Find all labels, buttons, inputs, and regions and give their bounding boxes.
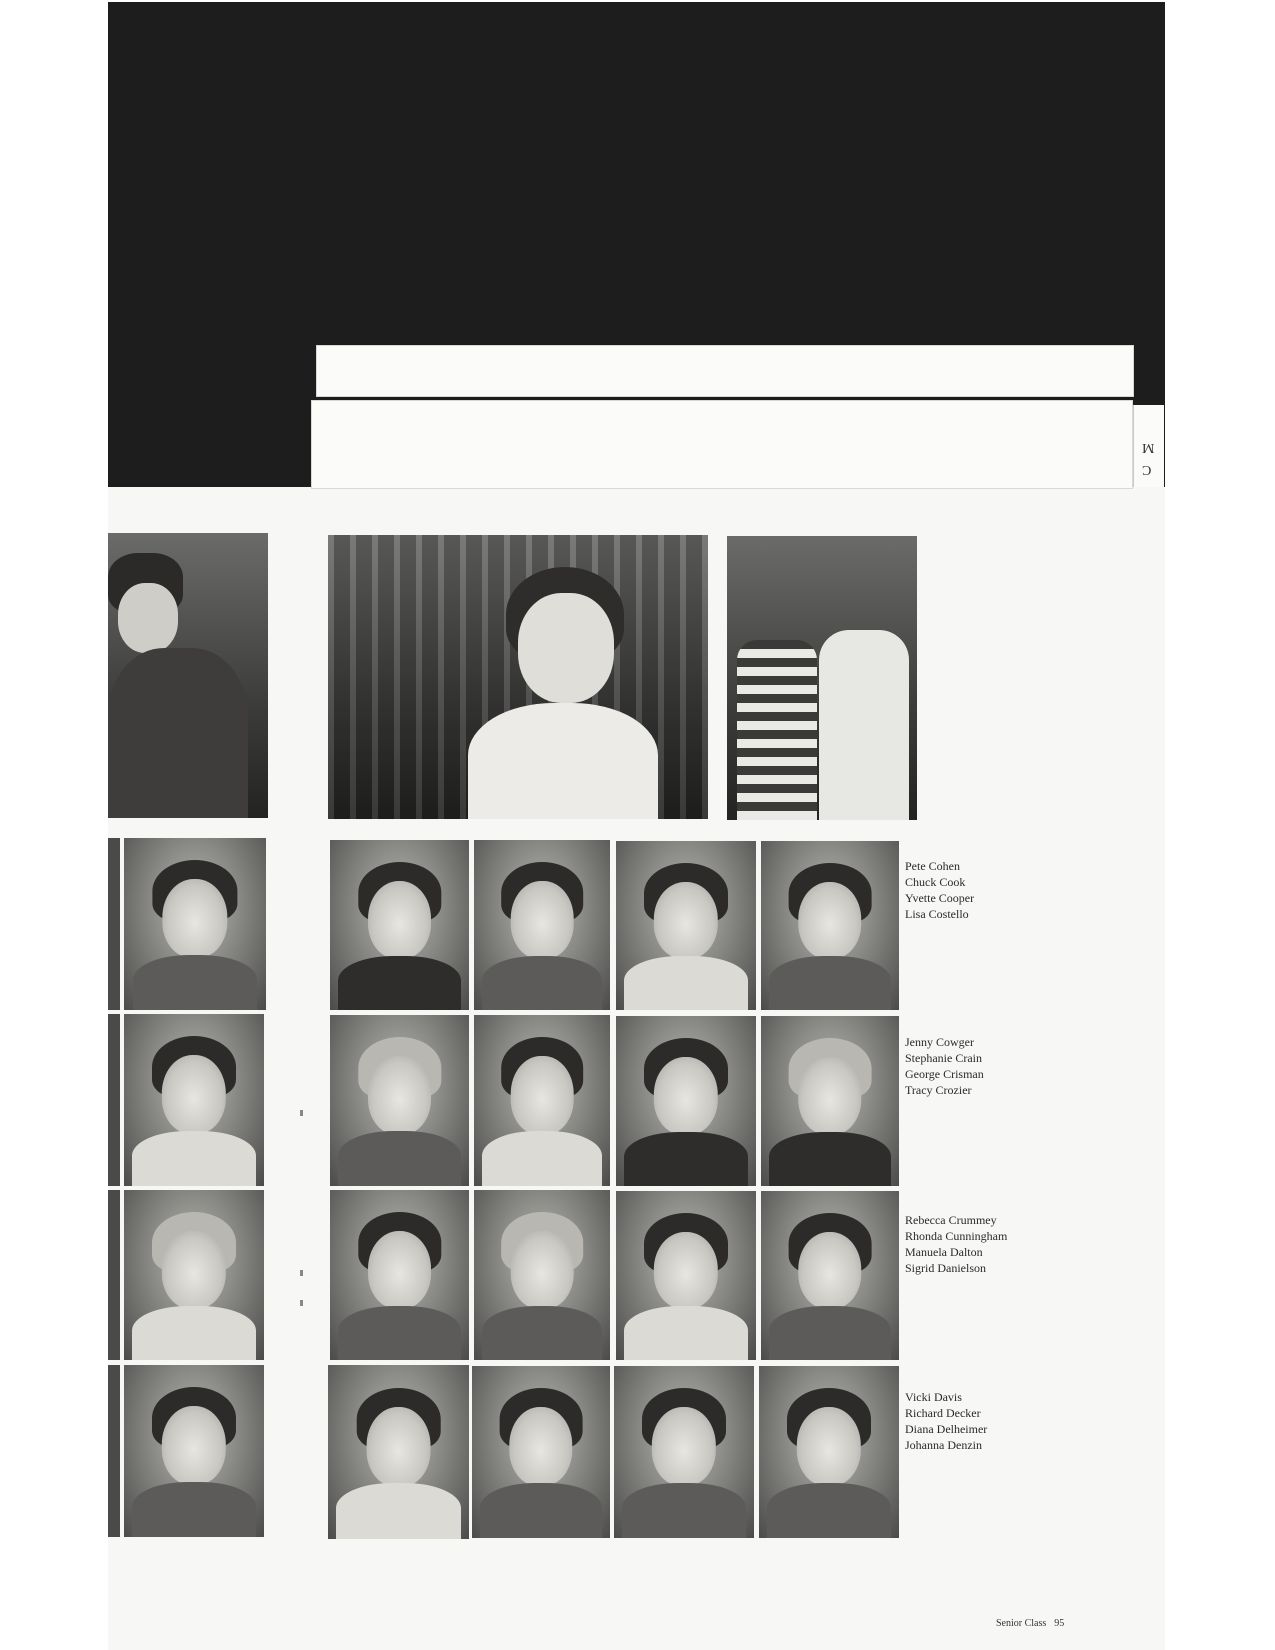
name-list bbox=[905, 1212, 1085, 1276]
student-name: George Crisman bbox=[905, 1067, 984, 1081]
candid-photo-student bbox=[108, 533, 268, 818]
portrait-photo bbox=[124, 1014, 264, 1186]
portrait-photo bbox=[124, 1365, 264, 1537]
portrait-photo bbox=[761, 1016, 899, 1186]
portrait-photo bbox=[761, 1191, 899, 1360]
tab-letter: C bbox=[1142, 462, 1152, 477]
page-footer bbox=[996, 1618, 1072, 1629]
portrait-photo bbox=[330, 1015, 469, 1186]
gutter-speck bbox=[300, 1110, 303, 1116]
portrait-photo bbox=[124, 838, 266, 1010]
portrait-photo bbox=[474, 1190, 610, 1360]
portrait-edge bbox=[108, 1365, 120, 1537]
student-name: Rhonda Cunningham bbox=[905, 1229, 1008, 1243]
student-name: Sigrid Danielson bbox=[905, 1261, 986, 1275]
student-name: Yvette Cooper bbox=[905, 891, 975, 905]
name-list bbox=[905, 1034, 1085, 1098]
student-name: Rebecca Crummey bbox=[905, 1213, 997, 1227]
student-name: Johanna Denzin bbox=[905, 1438, 982, 1452]
portrait-photo bbox=[761, 841, 899, 1010]
candid-photo-stairwell bbox=[328, 535, 708, 819]
footer-section: Senior Class bbox=[996, 1618, 1047, 1629]
student-name: Manuela Dalton bbox=[905, 1245, 983, 1259]
portrait-photo bbox=[616, 841, 756, 1010]
candid-photo-costumes bbox=[727, 536, 917, 820]
student-name: Lisa Costello bbox=[905, 907, 969, 921]
student-name: Richard Decker bbox=[905, 1406, 981, 1420]
portrait-photo bbox=[614, 1366, 754, 1538]
portrait-photo bbox=[759, 1366, 899, 1538]
portrait-photo bbox=[616, 1016, 756, 1186]
portrait-photo bbox=[472, 1366, 610, 1538]
portrait-photo bbox=[124, 1190, 264, 1360]
portrait-photo bbox=[474, 1015, 610, 1186]
portrait-photo bbox=[616, 1191, 756, 1360]
student-name: Stephanie Crain bbox=[905, 1051, 982, 1065]
portrait-photo bbox=[474, 840, 610, 1010]
name-list bbox=[905, 1389, 1085, 1453]
student-name: Chuck Cook bbox=[905, 875, 966, 889]
page-number: 95 bbox=[1054, 1618, 1065, 1629]
student-name: Diana Delheimer bbox=[905, 1422, 988, 1436]
portrait-photo bbox=[328, 1365, 469, 1539]
student-name: Vicki Davis bbox=[905, 1390, 962, 1404]
portrait-edge bbox=[108, 1014, 120, 1186]
student-name: Tracy Crozier bbox=[905, 1083, 972, 1097]
page-tab bbox=[1133, 405, 1164, 487]
student-name: Jenny Cowger bbox=[905, 1035, 974, 1049]
paper-strip-top bbox=[316, 345, 1134, 397]
portrait-photo bbox=[330, 1190, 469, 1360]
student-name: Pete Cohen bbox=[905, 859, 960, 873]
tab-letter: M bbox=[1142, 440, 1155, 455]
portrait-edge bbox=[108, 1190, 120, 1360]
gutter-speck bbox=[300, 1300, 303, 1306]
gutter-speck bbox=[300, 1270, 303, 1276]
paper-strip-bottom bbox=[311, 400, 1133, 489]
name-list bbox=[905, 858, 1085, 922]
portrait-photo bbox=[330, 840, 469, 1010]
portrait-edge bbox=[108, 838, 120, 1010]
